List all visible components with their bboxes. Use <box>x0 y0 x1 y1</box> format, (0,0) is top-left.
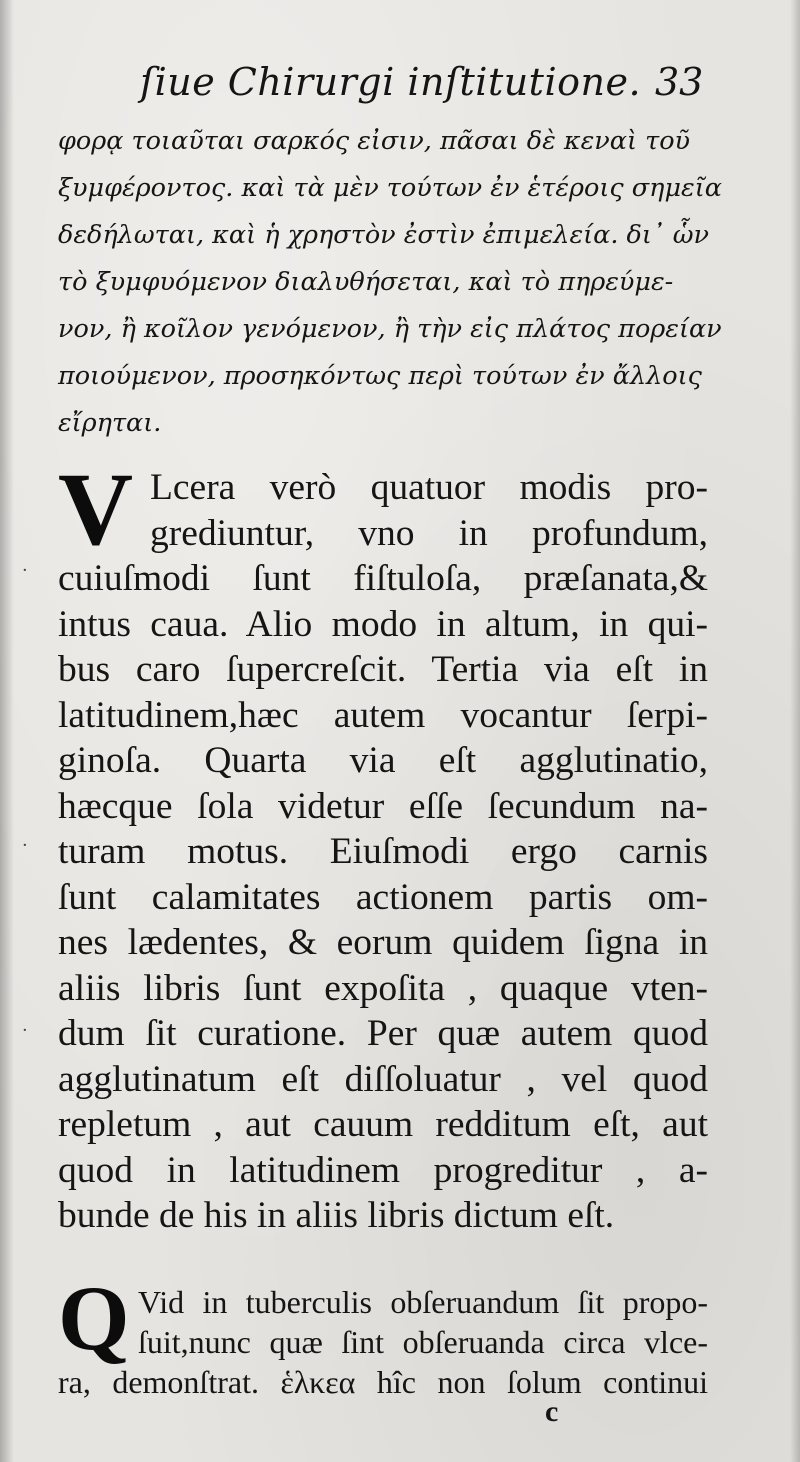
commentary-block <box>58 1282 708 1402</box>
latin-line: cuiuſmodi ſunt fiſtuloſa, præſanata,& <box>58 558 708 599</box>
margin-speck: · <box>22 1020 28 1041</box>
drop-cap-v: V <box>58 452 134 567</box>
latin-line: nes lædentes, & eorum quidem ſigna in <box>58 922 708 963</box>
drop-cap-q: Q <box>58 1267 130 1369</box>
margin-speck: · <box>22 560 28 581</box>
latin-line: agglutinatum eſt diſſoluatur , vel quod <box>58 1058 708 1100</box>
latin-line: quod in latitudinem progreditur , a- <box>58 1149 708 1191</box>
latin-line: aliis libris ſunt expoſita , quaque vten- <box>58 967 708 1009</box>
latin-line: turam motus. Eiuſmodi ergo carnis <box>58 831 708 872</box>
latin-line: ſunt calamitates actionem partis om- <box>58 876 708 918</box>
latin-line: grediuntur, vno in profundum, <box>150 512 708 554</box>
latin-line: hæcque ſola videtur eſſe ſecundum na- <box>58 785 708 827</box>
latin-line: latitudinem,hæc autem vocantur ſerpi- <box>58 694 708 736</box>
greek-line: νον, ἢ κοῖλον γενόμενον, ἢ τὴν εἰς πλάτος πορείαν <box>58 314 722 344</box>
greek-text-block <box>58 118 722 447</box>
latin-line: bunde de his in aliis libris dictum eſt. <box>58 1195 615 1236</box>
page-number: 33 <box>655 60 704 104</box>
latin-text-block <box>58 452 708 1239</box>
greek-line: φορᾳ τοιαῦται σαρκός εἰσιν, πᾶσαι δὲ κεναὶ τοῦ <box>58 126 691 156</box>
commentary-line: ra, demonſtrat. ἑλκεα hîc non ſolum continui <box>58 1364 708 1400</box>
greek-line: δεδήλωται, καὶ ἡ χρηστὸν ἐστὶν ἐπιμελεία. δι᾽ ὧν <box>58 220 710 250</box>
greek-line: τὸ ξυμφυόμενον διαλυθήσεται, καὶ τὸ πηρεύμε- <box>58 267 674 297</box>
greek-line: ποιούμενον, προσηκόντως περὶ τούτων ἐν ἄλλοις <box>58 361 702 391</box>
greek-line: εἴρηται. <box>58 408 162 438</box>
latin-line: dum ſit curatione. Per quæ autem quod <box>58 1013 708 1054</box>
commentary-line: ſuit,nunc quæ ſint obſeruanda circa vlce- <box>138 1324 708 1360</box>
latin-line: intus caua. Alio modo in altum, in qui- <box>58 603 708 645</box>
greek-line: ξυμφέροντος. καὶ τὰ μὲν τούτων ἐν ἑτέροις σημεῖα <box>58 173 722 203</box>
running-head: ſiue Chirurgi inſtitutione. <box>140 60 642 104</box>
page-header <box>0 60 800 110</box>
latin-line: repletum , aut cauum redditum eſt, aut <box>58 1104 708 1145</box>
commentary-line: Vid in tuberculis obſeruandum ſit propo- <box>138 1284 708 1320</box>
latin-line: ginoſa. Quarta via eſt agglutinatio, <box>58 740 708 781</box>
latin-line: bus caro ſupercreſcit. Tertia via eſt in <box>58 649 708 690</box>
signature-mark: c <box>545 1395 559 1428</box>
latin-line: Lcera verò quatuor modis pro- <box>150 467 708 508</box>
margin-speck: · <box>22 835 28 856</box>
